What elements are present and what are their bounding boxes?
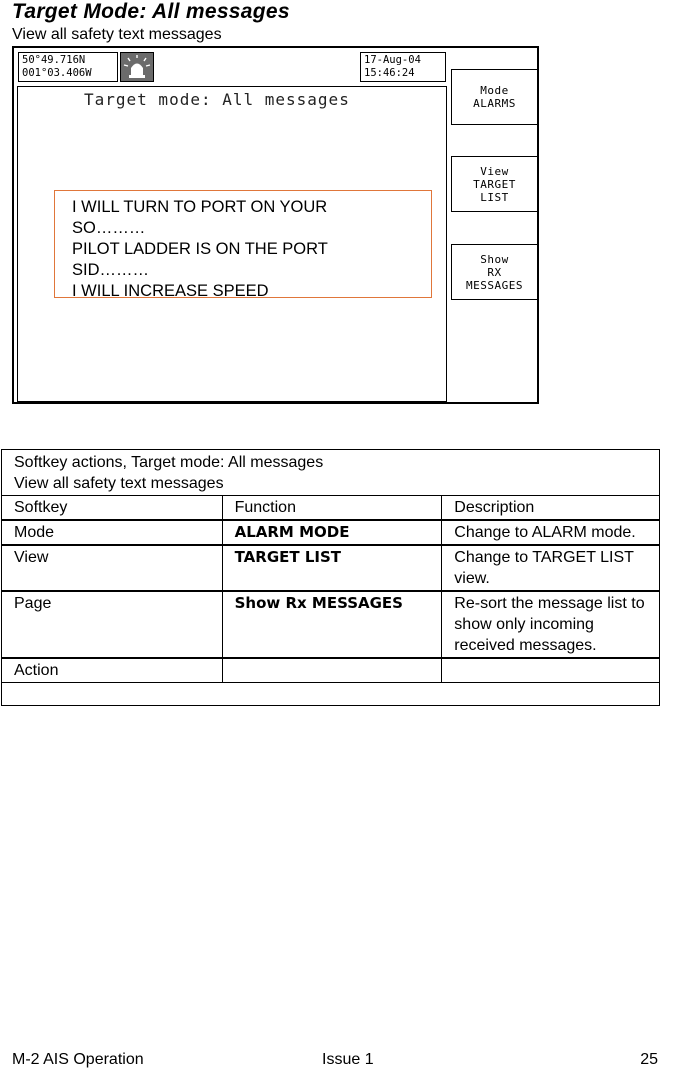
- alarm-beacon-icon: [120, 52, 154, 82]
- message-list[interactable]: [54, 190, 432, 298]
- page-subtitle: View all safety text messages: [12, 26, 222, 43]
- mode-alarms-softkey[interactable]: Mode ALARMS: [451, 69, 538, 125]
- column-header: Softkey: [2, 496, 223, 521]
- page-number: 25: [640, 1051, 658, 1068]
- datetime-readout: [360, 52, 446, 82]
- date: 17-Aug-04: [364, 54, 421, 66]
- list-item[interactable]: SID………: [72, 261, 150, 279]
- longitude: 001°03.406W: [22, 67, 92, 79]
- table-caption: Softkey actions, Target mode: All messages: [14, 454, 324, 471]
- column-header: Description: [442, 496, 660, 521]
- table-header-row: [2, 496, 660, 521]
- table-row: Page Show Rx MESSAGES Re-sort the message list to show only incoming received messages.: [2, 591, 660, 658]
- page-title: Target Mode: All messages: [12, 0, 290, 23]
- view-target-list-softkey[interactable]: View TARGET LIST: [451, 156, 538, 212]
- device-screen: [12, 46, 539, 404]
- softkey-actions-table: [1, 449, 660, 706]
- list-item[interactable]: PILOT LADDER IS ON THE PORT: [72, 240, 328, 258]
- list-item[interactable]: SO………: [72, 219, 146, 237]
- list-item[interactable]: I WILL TURN TO PORT ON YOUR: [72, 198, 328, 216]
- table-row: View TARGET LIST Change to TARGET LIST view.: [2, 545, 660, 591]
- footer-left: M-2 AIS Operation: [12, 1051, 144, 1068]
- column-header: Function: [222, 496, 442, 521]
- position-readout: [18, 52, 118, 82]
- footer-center: Issue 1: [322, 1051, 374, 1068]
- table-row: Action: [2, 658, 660, 683]
- show-rx-messages-softkey[interactable]: Show RX MESSAGES: [451, 244, 538, 300]
- latitude: 50°49.716N: [22, 54, 86, 66]
- list-item[interactable]: I WILL INCREASE SPEED: [72, 282, 269, 298]
- table-caption-row: [2, 450, 660, 496]
- main-panel: [17, 86, 447, 402]
- screen-title: Target mode: All messages: [84, 90, 350, 109]
- time: 15:46:24: [364, 67, 415, 79]
- table-caption-sub: View all safety text messages: [14, 475, 224, 492]
- table-row: [2, 683, 660, 706]
- table-row: Mode ALARM MODE Change to ALARM mode.: [2, 520, 660, 545]
